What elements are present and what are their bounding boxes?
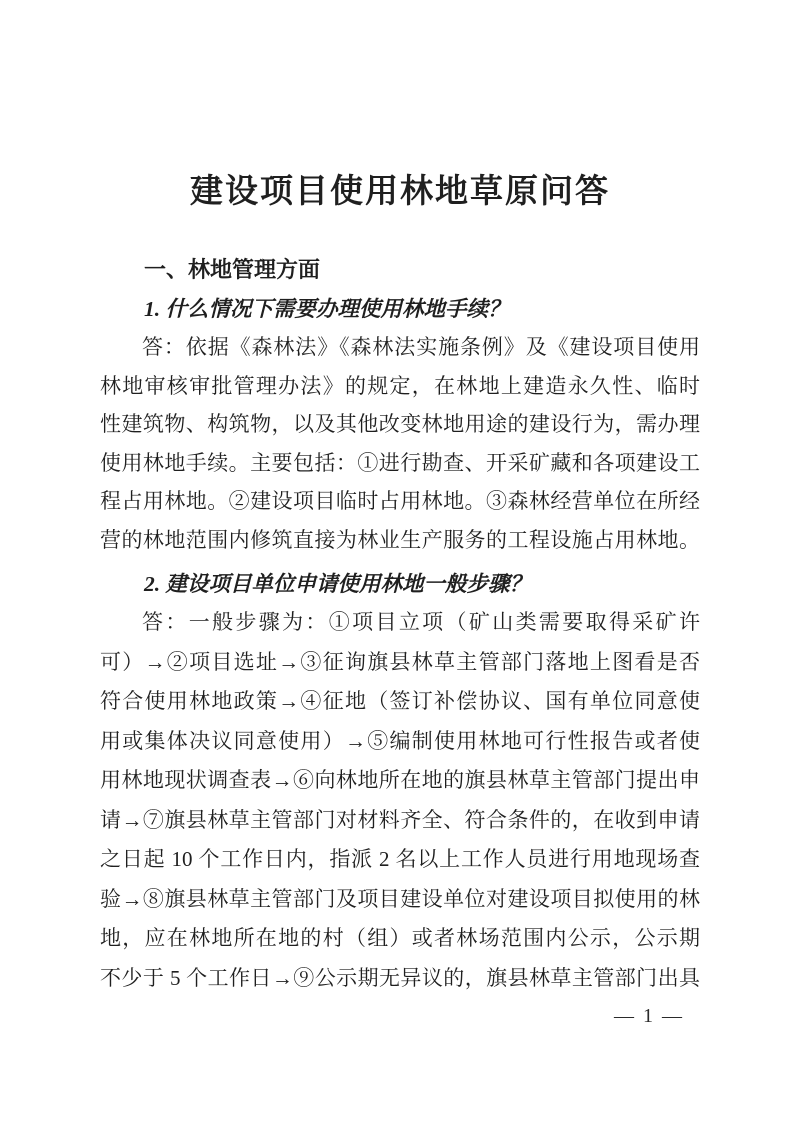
answer-paragraph-2 [100, 603, 700, 998]
answer-line: 可）→②项目选址→③征询旗县林草主管部门落地上图看是否 [100, 649, 700, 674]
answer-line: 答：依据《森林法》《森林法实施条例》及《建设项目使用 [142, 335, 700, 359]
answer-line: 程占用林地。②建设项目临时占用林地。③森林经营单位在所经 [100, 489, 700, 513]
document-content [100, 0, 700, 998]
document-title: 建设项目使用林地草原问答 [190, 174, 610, 210]
answer-line: 验→⑧旗县林草主管部门及项目建设单位对建设项目拟使用的林 [100, 886, 700, 911]
answer-line: 请→⑦旗县林草主管部门对材料齐全、符合条件的，在收到申请 [100, 807, 700, 832]
answer-line: 地，应在林地所在地的村（组）或者林场范围内公示，公示期 [100, 926, 700, 950]
answer-line: 之日起 10 个工作日内，指派 2 名以上工作人员进行用地现场查 [100, 847, 700, 871]
answer-line: 使用林地手续。主要包括：①进行勘查、开采矿藏和各项建设工 [100, 450, 700, 475]
answer-line: 用或集体决议同意使用）→⑤编制使用林地可行性报告或者使 [100, 728, 700, 753]
answer-line: 林地审核审批管理办法》的规定，在林地上建造永久性、临时 [100, 373, 700, 398]
answer-line: 用林地现状调查表→⑥向林地所在地的旗县林草主管部门提出申 [100, 768, 700, 792]
answer-line: 性建筑物、构筑物，以及其他改变林地用途的建设行为，需办理 [100, 412, 700, 436]
question-1: 1. 什么情况下需要办理使用林地手续？ [144, 297, 510, 321]
answer-line: 营的林地范围内修筑直接为林业生产服务的工程设施占用林地。 [100, 527, 700, 552]
page-number: — 1 — [614, 1005, 684, 1027]
answer-line: 符合使用林地政策→④征地（签订补偿协议、国有单位同意使 [100, 689, 700, 713]
answer-paragraph-1 [100, 328, 700, 559]
answer-line: 不少于 5 个工作日→⑨公示期无异议的，旗县林草主管部门出具 [100, 965, 700, 990]
question-2: 2. 建设项目单位申请使用林地一般步骤？ [144, 572, 532, 596]
section-heading: 一、林地管理方面 [144, 257, 321, 282]
answer-line: 答：一般步骤为：①项目立项（矿山类需要取得采矿许 [142, 610, 700, 634]
